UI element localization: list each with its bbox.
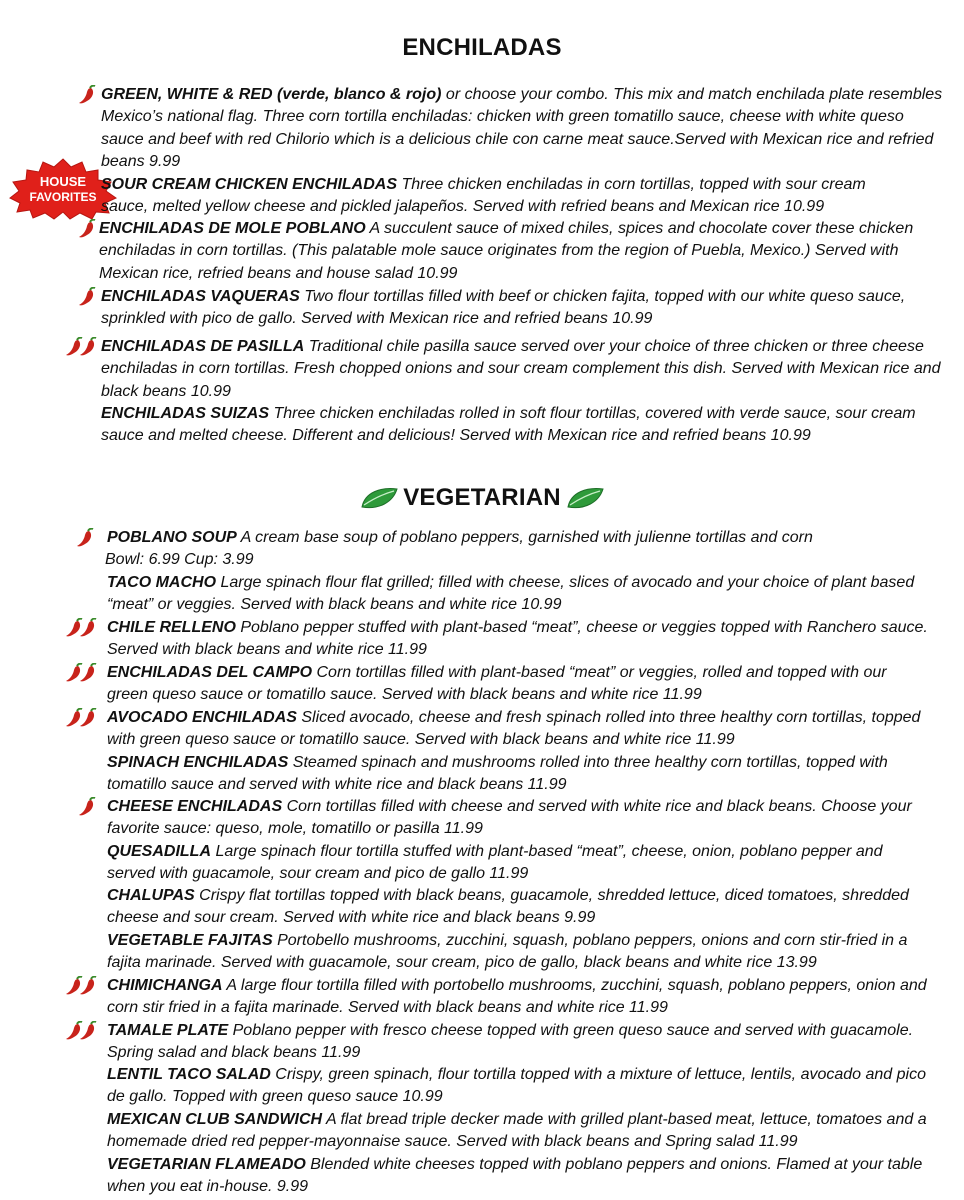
leaf-icon [565, 486, 605, 510]
item-desc: Large spinach flour tortilla stuffed with plant-based “meat”, cheese, onion, poblano pepper and served with guacamole, sour cream and pico de gallo 11.99 [107, 843, 883, 883]
menu-item-vaqueras [101, 286, 946, 331]
chili-pepper-icon [77, 797, 97, 817]
item-name: ENCHILADAS DE PASILLA [101, 338, 305, 355]
section-title-enchiladas: ENCHILADAS [402, 34, 562, 61]
menu-item-quesadilla [107, 841, 927, 886]
menu-item-cheese-enchiladas [107, 796, 927, 841]
item-name: TAMALE PLATE [107, 1022, 229, 1039]
item-name: AVOCADO ENCHILADAS [107, 709, 297, 726]
chili-pepper-icon [64, 708, 98, 728]
item-extra: Bowl: 6.99 Cup: 3.99 [105, 551, 254, 569]
item-name: POBLANO SOUP [107, 529, 237, 546]
item-desc: Crispy flat tortillas topped with black beans, guacamole, shredded lettuce, diced tomatoes, shredded cheese and sour cream. Served with white rice and black beans 9.99 [107, 887, 909, 927]
menu-item-taco-macho [107, 572, 952, 617]
chili-pepper-icon [77, 287, 97, 307]
chili-pepper-icon [64, 618, 98, 638]
item-name: ENCHILADAS DEL CAMPO [107, 664, 313, 681]
badge-line1: HOUSE [39, 174, 87, 189]
item-desc: Corn tortillas filled with plant-based “meat” or veggies, rolled and topped with our green queso sauce or tomatillo sauce. Served with black beans and white rice 11.99 [107, 664, 887, 704]
leaf-icon [359, 486, 399, 510]
chili-pepper-icon [64, 976, 98, 996]
menu-item-mole-poblano [99, 218, 919, 285]
item-desc: A cream base soup of poblano peppers, garnished with julienne tortillas and corn [236, 529, 813, 546]
item-name: CHALUPAS [107, 887, 195, 904]
menu-item-poblano-soup [107, 527, 867, 572]
menu-item-spinach-enchiladas [107, 752, 927, 797]
chili-pepper-icon [75, 528, 95, 548]
chili-pepper-icon [64, 337, 98, 357]
chili-pepper-icon [64, 1021, 98, 1041]
item-name: ENCHILADAS VAQUERAS [101, 288, 300, 305]
item-desc: Poblano pepper with fresco cheese topped with green queso sauce and served with guacamole. Spring salad and black beans 11.99 [107, 1022, 914, 1062]
item-desc: Poblano pepper stuffed with plant-based “meat”, cheese or veggies topped with Ranchero sauce. Served with black beans and white rice 11.99 [107, 619, 928, 659]
item-desc: or choose your combo. This mix and match enchilada plate resembles Mexico’s national flag. Three corn tortilla enchiladas: chicken with green tomatillo sauce, cheese with white queso sauce and beef with red Chilorio which is a delicious chile con carne meat sauce.Served with Mexican rice and refried beans 9.99 [101, 86, 943, 171]
section-title-vegetarian [0, 484, 964, 517]
item-name: GREEN, WHITE & RED (verde, blanco & rojo) [101, 86, 442, 103]
menu-item-enchiladas-del-campo [107, 662, 927, 707]
menu-item-chalupas [107, 885, 952, 930]
item-name: ENCHILADAS DE MOLE POBLANO [99, 220, 366, 237]
chili-pepper-icon [77, 219, 97, 239]
menu-item-chile-relleno [107, 617, 952, 662]
menu-item-vegetarian-flameado [107, 1154, 952, 1199]
item-name: ENCHILADAS SUIZAS [101, 405, 270, 422]
item-desc: Corn tortillas filled with cheese and served with white rice and black beans. Choose your favorite sauce: queso, mole, tomatillo or pasilla 11.99 [107, 798, 912, 838]
item-desc: Large spinach flour flat grilled; filled with cheese, slices of avocado and your choice of plant based “meat” or veggies. Served with black beans and white rice 10.99 [107, 574, 915, 614]
item-desc: Three chicken enchiladas rolled in soft flour tortillas, covered with verde sauce, sour cream sauce and melted cheese. Different and delicious! Served with Mexican rice and refried beans 10.99 [101, 405, 916, 445]
item-desc: Crispy, green spinach, flour tortilla topped with a mixture of lettuce, lentils, avocado and pico de gallo. Topped with green queso sauce 10.99 [107, 1066, 926, 1106]
item-name: CHILE RELLENO [107, 619, 236, 636]
item-desc: Traditional chile pasilla sauce served over your choice of three chicken or three cheese enchiladas in corn tortillas. Fresh chopped onions and sour cream complement this dish. Served with Mexican rice and black beans 10.99 [101, 338, 941, 400]
chili-pepper-icon [77, 85, 97, 105]
item-name: QUESADILLA [107, 843, 211, 860]
menu-item-avocado-enchiladas [107, 707, 952, 752]
item-name: CHEESE ENCHILADAS [107, 798, 283, 815]
item-desc: Portobello mushrooms, zucchini, squash, poblano peppers, onions and corn stir-fried in a fajita marinade. Served with guacamole, sour cream, pico de gallo, black beans and white rice 13.99 [107, 932, 908, 972]
item-name: SPINACH ENCHILADAS [107, 754, 289, 771]
item-name: VEGETARIAN FLAMEADO [107, 1156, 306, 1173]
item-desc: Three chicken enchiladas in corn tortillas, topped with sour cream sauce, melted yellow cheese and pickled jalapeños. Served with refried beans and Mexican rice 10.99 [101, 176, 866, 216]
menu-item-chimichanga [107, 975, 952, 1020]
item-desc: A large flour tortilla filled with portobello mushrooms, zucchini, squash, poblano peppers, onion and corn stir fried in a fajita marinade. Served with black beans and white rice 11.99 [107, 977, 927, 1017]
item-name: TACO MACHO [107, 574, 217, 591]
menu-item-green-white-red [101, 84, 946, 174]
menu-item-lentil-taco-salad [107, 1064, 937, 1109]
item-name: LENTIL TACO SALAD [107, 1066, 271, 1083]
section-title-text: VEGETARIAN [403, 484, 561, 511]
item-desc: Sliced avocado, cheese and fresh spinach rolled into three healthy corn tortillas, topped with green queso sauce or tomatillo sauce. Served with black beans and white rice 11.99 [107, 709, 921, 749]
badge-line2: FAVORITES [29, 190, 97, 204]
menu-item-pasilla [101, 336, 946, 403]
menu-item-suizas [101, 403, 946, 448]
item-desc: Two flour tortillas filled with beef or chicken fajita, topped with our white queso sauce, sprinkled with pico de gallo. Served with Mexican rice and refried beans 10.99 [101, 288, 906, 328]
item-name: MEXICAN CLUB SANDWICH [107, 1111, 323, 1128]
item-desc: A succulent sauce of mixed chiles, spices and chocolate cover these chicken enchiladas in corn tortillas. (This palatable mole sauce originates from the region of Puebla, Mexico.) Served with Mexican rice, refried beans and house salad 10.99 [99, 220, 914, 282]
menu-item-tamale-plate [107, 1020, 952, 1065]
item-name: VEGETABLE FAJITAS [107, 932, 273, 949]
item-desc: Steamed spinach and mushrooms rolled into three healthy corn tortillas, topped with tomatillo sauce and served with white rice and black beans 11.99 [107, 754, 888, 794]
menu-item-vegetable-fajitas [107, 930, 937, 975]
menu-item-mexican-club-sandwich [107, 1109, 952, 1154]
item-name: CHIMICHANGA [107, 977, 223, 994]
menu-item-sour-cream-chicken [101, 174, 881, 219]
item-desc: Blended white cheeses topped with poblano peppers and onions. Flamed at your table when you eat in-house. 9.99 [107, 1156, 923, 1196]
item-name: SOUR CREAM CHICKEN ENCHILADAS [101, 176, 398, 193]
item-desc: A flat bread triple decker made with grilled plant-based meat, lettuce, tomatoes and a homemade dried red pepper-mayonnaise sauce. Served with black beans and Spring salad 11.99 [107, 1111, 927, 1151]
chili-pepper-icon [64, 663, 98, 683]
